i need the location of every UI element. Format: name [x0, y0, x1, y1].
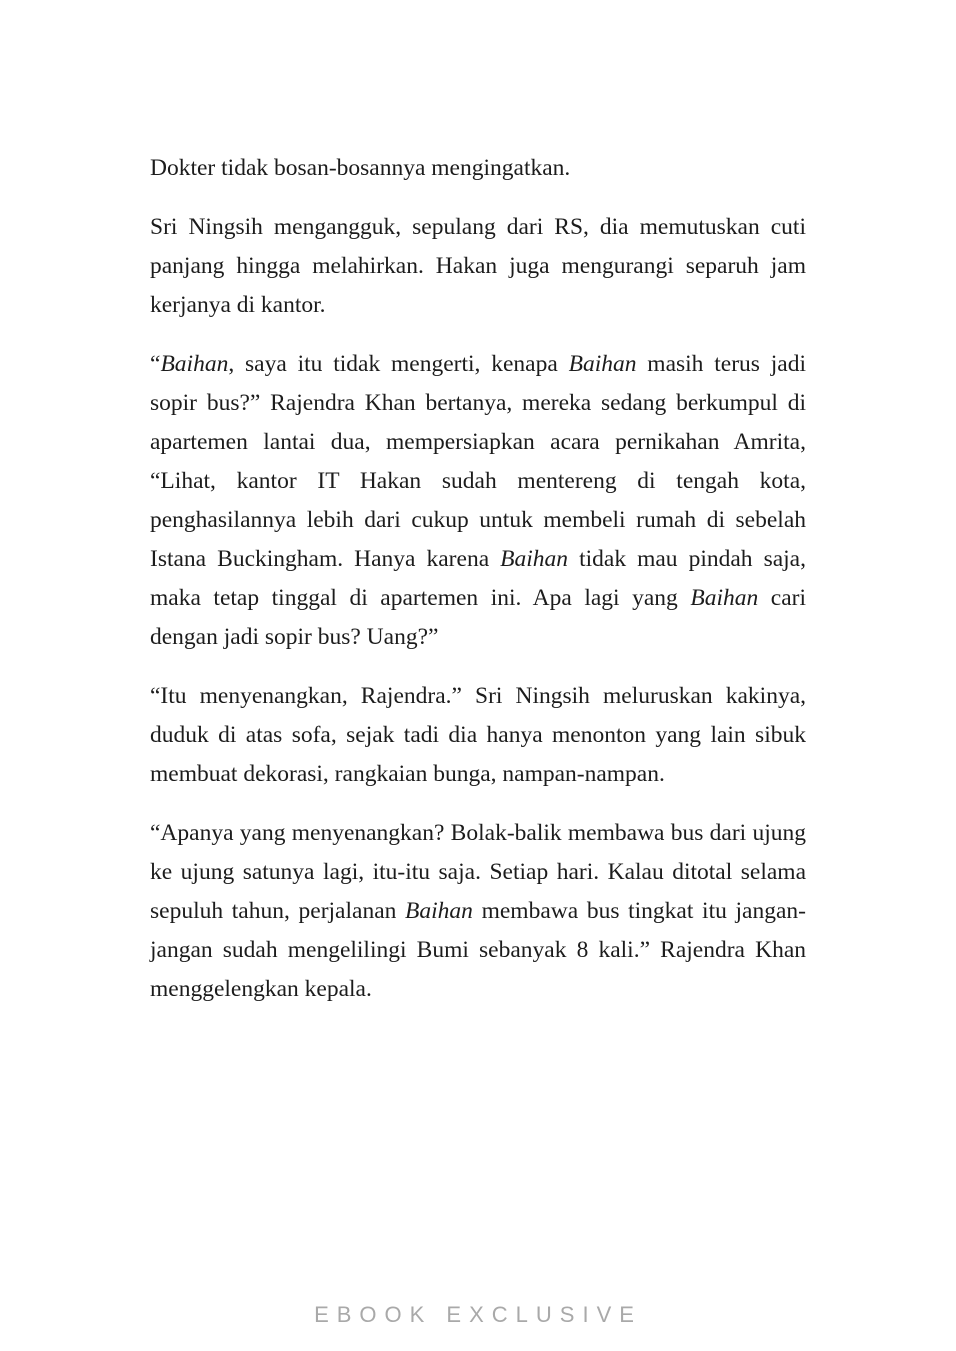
- page-body: [150, 149, 806, 1029]
- paragraph-text: tidak mau pindah saja, maka tetap tinggal di apartemen ini. Apa lagi yang: [150, 546, 806, 611]
- paragraph: [150, 208, 806, 325]
- italic-name: Baihan: [500, 546, 569, 572]
- paragraph-text: “Apanya yang menyenangkan? Bolak-balik membawa bus dari ujung ke ujung satunya lagi, itu-itu saja. Setiap hari. Kalau ditotal selama sepuluh tahun, perjalanan: [150, 820, 806, 924]
- paragraph: [150, 677, 806, 794]
- paragraph-text: “Itu menyenangkan, Rajendra.” Sri Ningsih meluruskan kakinya, duduk di atas sofa, sejak tadi dia hanya menonton yang lain sibuk membuat dekorasi, rangkaian bunga, nampan-nampan.: [150, 683, 806, 787]
- paragraph-text: membawa bus tingkat itu jangan-jangan sudah mengelilingi Bumi sebanyak 8 kali.” Rajendra Khan menggelengkan kepala.: [150, 898, 806, 1002]
- paragraph-text: Dokter tidak bosan-bosannya mengingatkan.: [150, 155, 571, 181]
- ebook-exclusive-footer: EBOOK EXCLUSIVE: [314, 1302, 642, 1327]
- paragraph: [150, 149, 806, 188]
- italic-name: Baihan: [690, 585, 759, 611]
- italic-name: Baihan: [405, 898, 473, 924]
- paragraph: [150, 814, 806, 1009]
- paragraph-text: masih terus jadi sopir bus?” Rajendra Khan bertanya, mereka sedang berkumpul di apartemen lantai dua, mempersiapkan acara pernikahan Amrita, “Lihat, kantor IT Hakan sudah mentereng di tengah kota, penghasilannya lebih dari cukup untuk membeli rumah di sebelah Istana Buckingham. Hanya karena: [150, 351, 806, 572]
- italic-name: Baihan: [568, 351, 637, 377]
- paragraph-text: Sri Ningsih mengangguk, sepulang dari RS, dia memutuskan cuti panjang hingga melahirkan. Hakan juga mengurangi separuh jam kerjanya di kantor.: [150, 214, 806, 318]
- paragraph-text: “: [150, 351, 161, 377]
- paragraph-text: , saya itu tidak mengerti, kenapa: [228, 351, 569, 377]
- paragraph: [150, 345, 806, 657]
- paragraph-text: cari dengan jadi sopir bus? Uang?”: [150, 585, 806, 650]
- italic-name: Baihan: [160, 351, 229, 377]
